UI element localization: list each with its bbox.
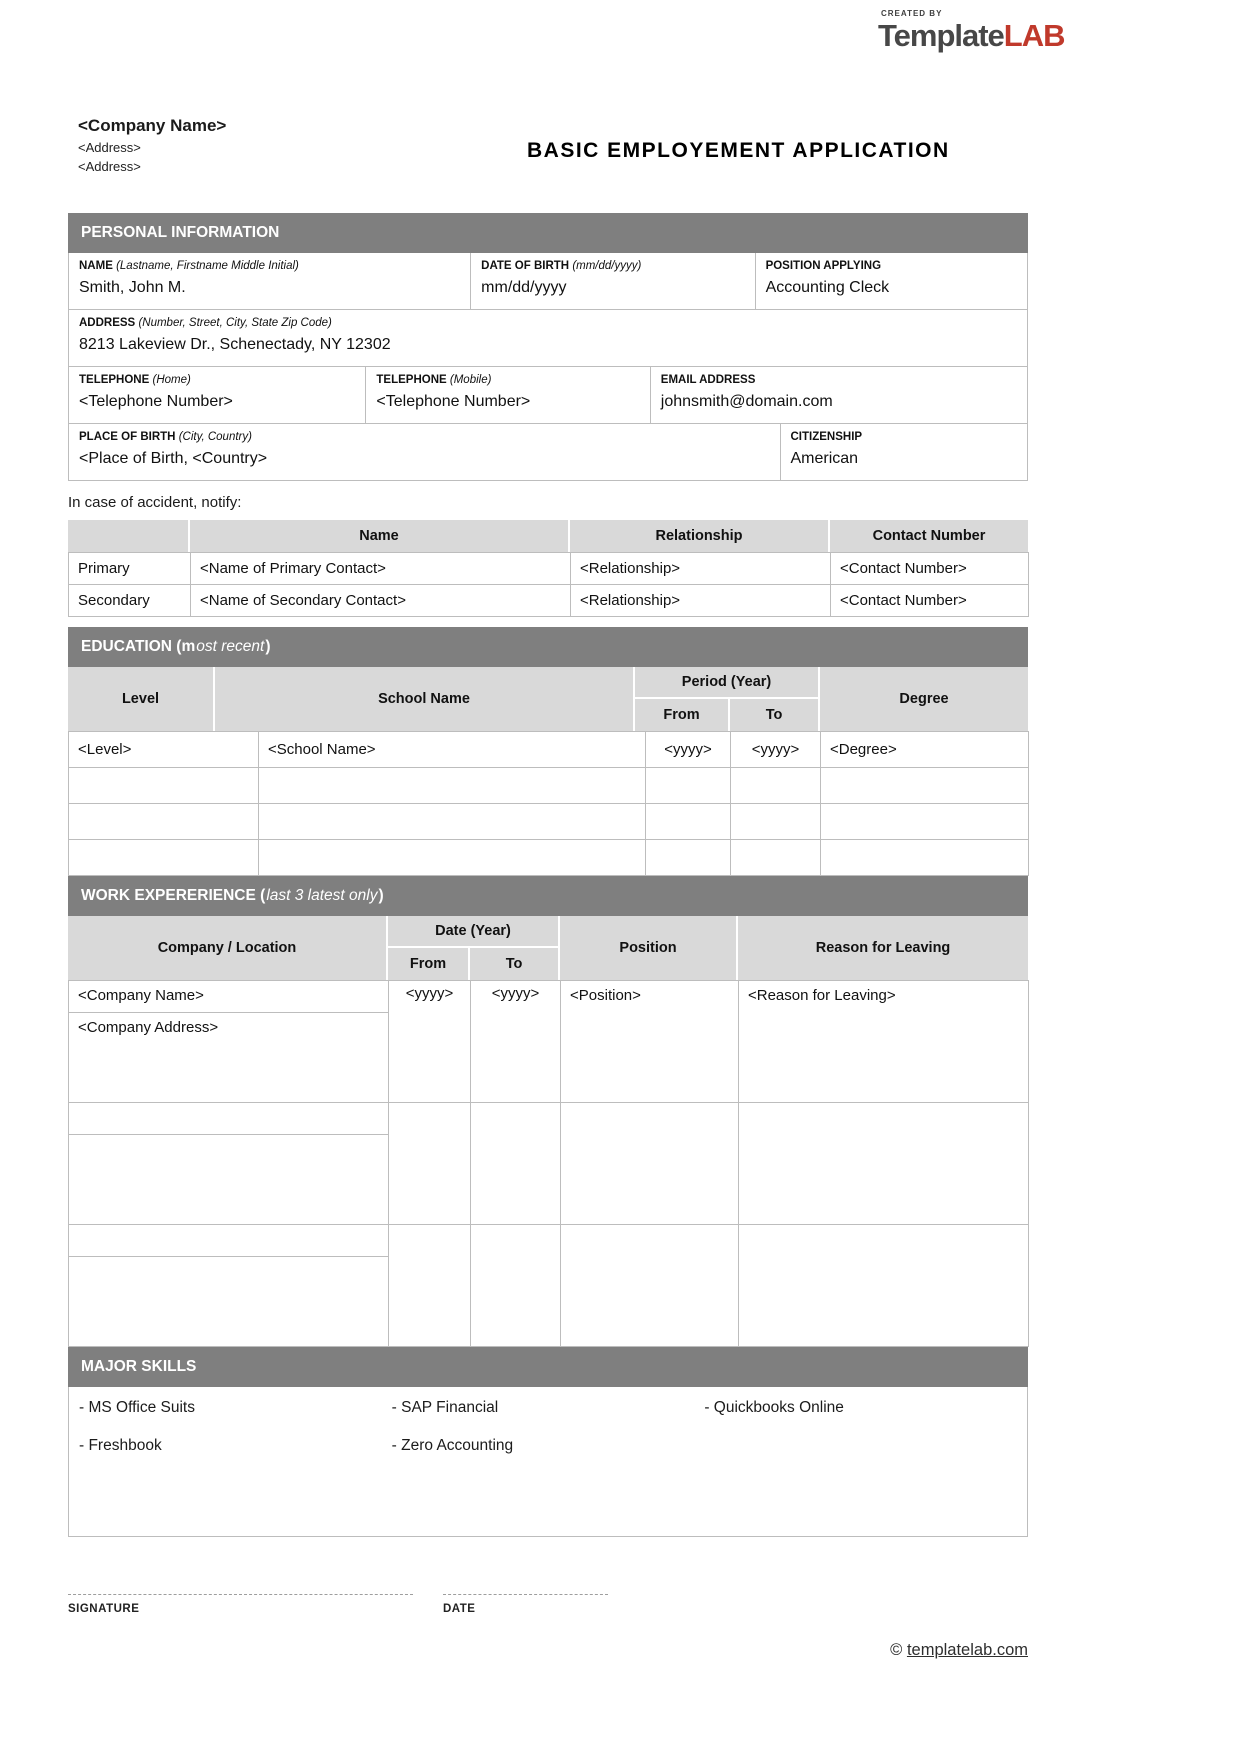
education-school — [259, 768, 646, 804]
copyright-symbol: © — [890, 1641, 903, 1659]
education-header-level: Level — [68, 667, 215, 731]
position-applying-field — [755, 253, 1027, 309]
work-header-company: Company / Location — [68, 916, 388, 980]
work-company-name — [69, 1225, 389, 1257]
education-header-from: From — [635, 699, 730, 731]
logo-text-lab: LAB — [1003, 18, 1065, 53]
education-header-school: School Name — [215, 667, 635, 731]
skills-grid — [79, 1399, 1017, 1455]
citizenship-value: American — [790, 450, 859, 467]
signature-line — [68, 1585, 413, 1595]
date-of-birth-label: DATE OF BIRTH (mm/dd/yyyy) — [481, 260, 642, 272]
citizenship-label: CITIZENSHIP — [790, 431, 863, 443]
contact-type: Primary — [69, 553, 191, 585]
skill-item: - Zero Accounting — [391, 1437, 514, 1454]
skill-item: - MS Office Suits — [79, 1399, 195, 1416]
accident-row-primary — [69, 553, 1029, 585]
work-to — [471, 1103, 561, 1225]
company-block — [78, 116, 226, 174]
work-experience-table — [68, 980, 1029, 1347]
section-header-major-skills — [68, 1347, 1028, 1387]
education-to — [731, 804, 821, 840]
education-school — [259, 804, 646, 840]
date-of-birth-field — [470, 253, 754, 309]
accident-table-header — [68, 520, 1028, 552]
accident-notify-intro: In case of accident, notify: — [68, 494, 242, 511]
education-row — [69, 768, 1029, 804]
education-to — [731, 768, 821, 804]
education-row — [69, 732, 1029, 768]
skill-item: - Freshbook — [79, 1437, 162, 1454]
work-position: <Position> — [561, 981, 739, 1103]
logo-wordmark — [878, 20, 1065, 51]
contact-name: <Name of Secondary Contact> — [191, 585, 571, 617]
address-field — [69, 310, 1027, 366]
form-content — [68, 213, 1028, 1660]
contact-name: <Name of Primary Contact> — [191, 553, 571, 585]
work-to — [471, 1225, 561, 1347]
personal-info-grid — [68, 253, 1028, 481]
section-header-work-experience: WORK EXPERERIENCE ( last 3 latest only ) — [68, 876, 1028, 916]
education-level: <Level> — [69, 732, 259, 768]
work-header-reason: Reason for Leaving — [738, 916, 1028, 980]
position-applying-value: Accounting Cleck — [765, 279, 890, 296]
work-entry-3 — [69, 1225, 1029, 1257]
company-address-line1: <Address> — [78, 140, 141, 155]
page-title: BASIC EMPLOYEMENT APPLICATION — [527, 139, 950, 162]
education-header-to: To — [730, 699, 820, 731]
signature-label: SIGNATURE — [68, 1603, 140, 1615]
telephone-home-label: TELEPHONE (Home) — [79, 374, 191, 386]
signature-area — [68, 1585, 1028, 1615]
education-level — [69, 804, 259, 840]
section-header-personal-information — [68, 213, 1028, 253]
telephone-home-field — [69, 367, 365, 423]
contact-type: Secondary — [69, 585, 191, 617]
education-school — [259, 840, 646, 876]
work-company-address — [69, 1257, 389, 1347]
skill-item: - SAP Financial — [391, 1399, 499, 1416]
accident-header-empty — [68, 520, 190, 552]
company-address-line2: <Address> — [78, 159, 141, 174]
education-degree: <Degree> — [821, 732, 1029, 768]
education-row — [69, 804, 1029, 840]
email-field — [650, 367, 1027, 423]
education-from: <yyyy> — [646, 732, 731, 768]
email-value: johnsmith@domain.com — [660, 393, 833, 410]
place-of-birth-label: PLACE OF BIRTH (City, Country) — [79, 431, 252, 443]
work-company-address — [69, 1135, 389, 1225]
education-from — [646, 840, 731, 876]
section-title: PERSONAL INFORMATION — [81, 224, 280, 241]
contact-relationship: <Relationship> — [571, 553, 831, 585]
page-footer — [68, 1641, 1028, 1660]
date-label: DATE — [443, 1603, 476, 1615]
education-level — [69, 768, 259, 804]
personal-info-row-4 — [69, 423, 1027, 480]
accident-header-name: Name — [190, 520, 570, 552]
date-of-birth-value: mm/dd/yyyy — [481, 279, 567, 296]
education-table-header — [68, 667, 1028, 731]
work-position — [561, 1103, 739, 1225]
section-header-education: EDUCATION (m ost recent ) — [68, 627, 1028, 667]
skill-item-empty — [704, 1437, 1017, 1455]
place-of-birth-field — [69, 424, 780, 480]
accident-row-secondary — [69, 585, 1029, 617]
logo-text-template: Template — [878, 18, 1004, 53]
education-header-degree: Degree — [820, 667, 1028, 731]
education-header-period: Period (Year) — [635, 667, 820, 699]
skill-item: - Quickbooks Online — [704, 1399, 844, 1416]
templatelab-logo — [878, 10, 1065, 51]
education-table — [68, 731, 1029, 876]
personal-info-row-2 — [69, 309, 1027, 366]
work-entry-2 — [69, 1103, 1029, 1135]
work-reason — [739, 1225, 1029, 1347]
education-degree — [821, 768, 1029, 804]
education-degree — [821, 840, 1029, 876]
name-label: NAME (Lastname, Firstname Middle Initial) — [79, 260, 299, 272]
education-school: <School Name> — [259, 732, 646, 768]
place-of-birth-value: <Place of Birth, <Country> — [79, 450, 268, 467]
work-entry-1 — [69, 981, 1029, 1013]
work-position — [561, 1225, 739, 1347]
work-company-name — [69, 1103, 389, 1135]
position-applying-label: POSITION APPLYING — [765, 260, 882, 272]
email-label: EMAIL ADDRESS — [660, 374, 756, 386]
work-company-address: <Company Address> — [69, 1013, 389, 1103]
education-degree — [821, 804, 1029, 840]
date-block — [443, 1585, 608, 1615]
templatelab-link[interactable]: templatelab.com — [906, 1641, 1028, 1659]
work-reason: <Reason for Leaving> — [739, 981, 1029, 1103]
work-header-from: From — [388, 948, 470, 980]
work-header-date: Date (Year) — [388, 916, 560, 948]
signature-block — [68, 1585, 413, 1615]
contact-number: <Contact Number> — [831, 553, 1029, 585]
education-row — [69, 840, 1029, 876]
work-to: <yyyy> — [471, 981, 561, 1103]
work-company-name: <Company Name> — [69, 981, 389, 1013]
address-value: 8213 Lakeview Dr., Schenectady, NY 12302 — [79, 336, 391, 353]
telephone-mobile-label: TELEPHONE (Mobile) — [376, 374, 492, 386]
accident-header-relationship: Relationship — [570, 520, 830, 552]
education-from — [646, 804, 731, 840]
personal-info-row-1 — [69, 253, 1027, 309]
work-from — [389, 1225, 471, 1347]
work-header-to: To — [470, 948, 560, 980]
logo-created-by: CREATED BY — [881, 9, 943, 18]
education-from — [646, 768, 731, 804]
work-table-header — [68, 916, 1028, 980]
education-to — [731, 840, 821, 876]
work-header-position: Position — [560, 916, 738, 980]
address-label: ADDRESS (Number, Street, City, State Zip Code) — [79, 317, 332, 329]
education-to: <yyyy> — [731, 732, 821, 768]
name-value: Smith, John M. — [79, 279, 186, 296]
citizenship-field — [780, 424, 1028, 480]
telephone-mobile-value: <Telephone Number> — [376, 393, 531, 410]
telephone-home-value: <Telephone Number> — [79, 393, 233, 410]
work-from — [389, 1103, 471, 1225]
telephone-mobile-field — [365, 367, 649, 423]
date-line — [443, 1585, 608, 1595]
education-level — [69, 840, 259, 876]
accident-header-contact: Contact Number — [830, 520, 1028, 552]
work-reason — [739, 1103, 1029, 1225]
contact-number: <Contact Number> — [831, 585, 1029, 617]
personal-info-row-3 — [69, 366, 1027, 423]
accident-table — [68, 552, 1029, 617]
work-from: <yyyy> — [389, 981, 471, 1103]
name-field — [69, 253, 470, 309]
company-name: <Company Name> — [78, 116, 227, 135]
major-skills-box — [68, 1387, 1028, 1537]
section-title: MAJOR SKILLS — [81, 1358, 197, 1375]
contact-relationship: <Relationship> — [571, 585, 831, 617]
